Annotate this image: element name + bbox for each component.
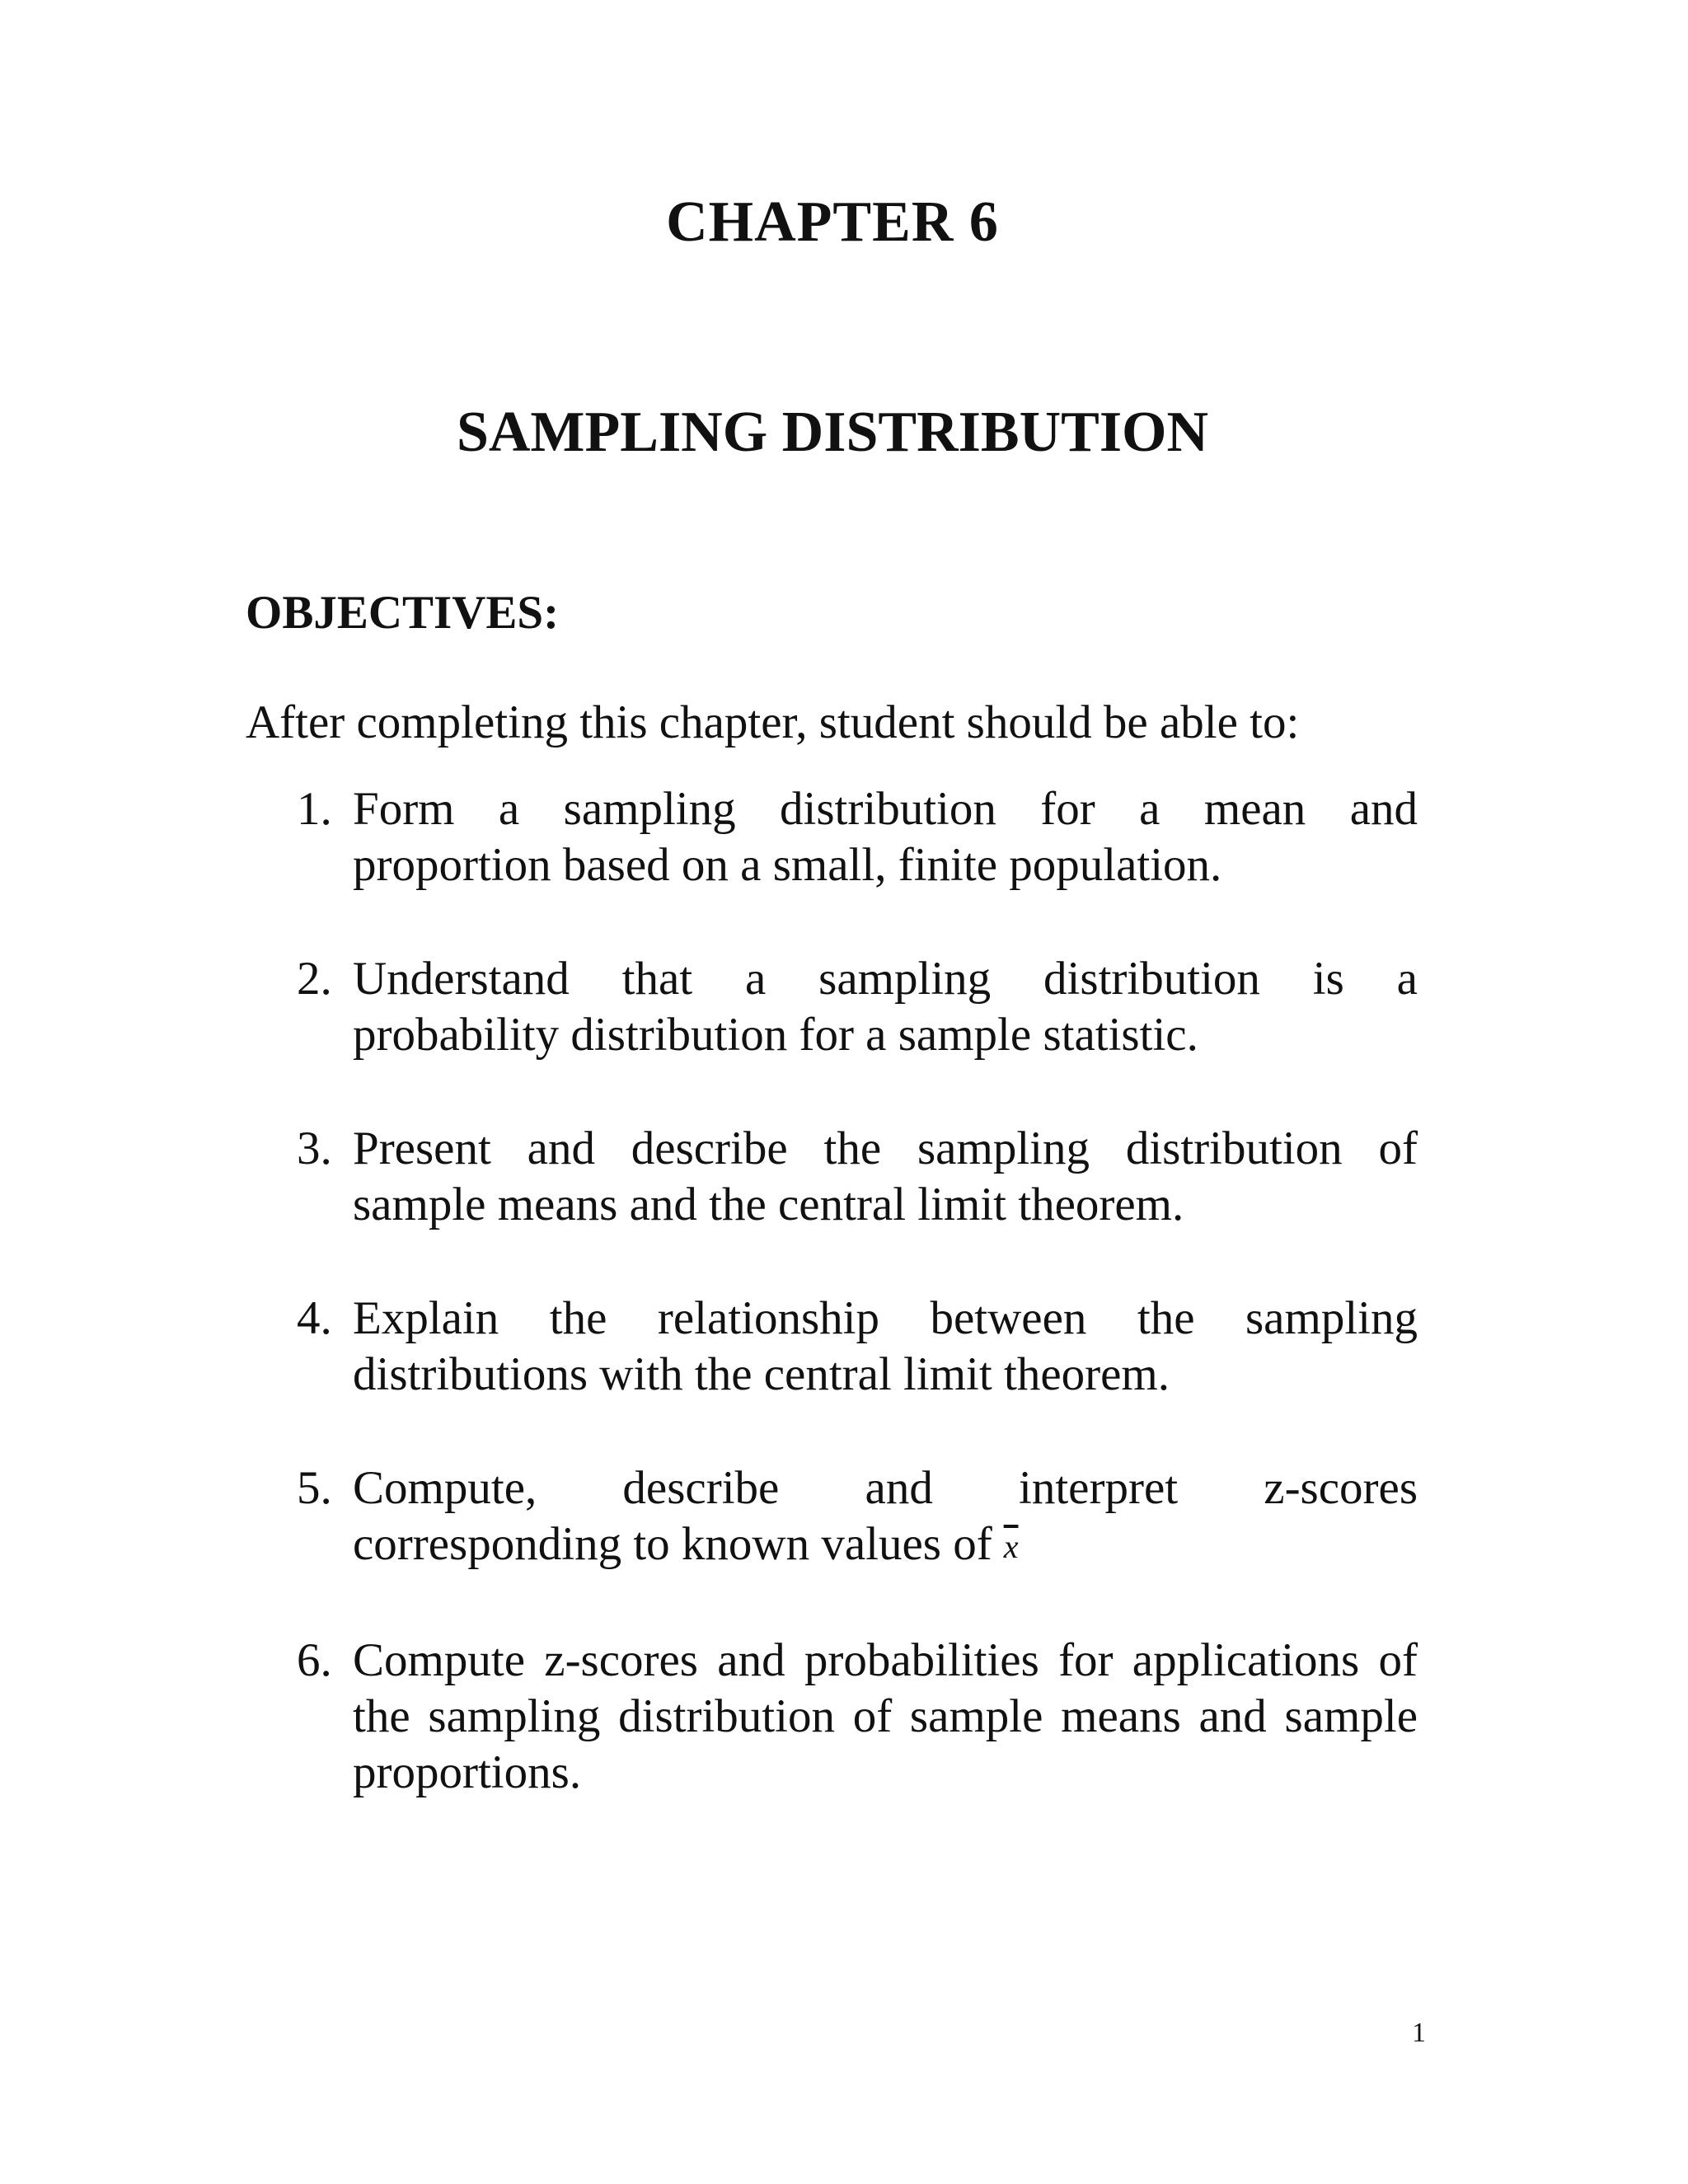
objectives-list	[297, 781, 1418, 1858]
objective-item-2	[297, 951, 1418, 1063]
objective-item-1	[297, 781, 1418, 893]
objective-text-line: Understand that a sampling distribution is a	[353, 953, 1418, 1005]
objective-number: 5.	[297, 1462, 332, 1514]
x-bar-symbol: $\overline{x}$	[1003, 1528, 1019, 1565]
objective-text-line: proportion based on a small, finite population.	[353, 839, 1222, 891]
objective-text-line: Present and describe the sampling distribution of	[353, 1122, 1418, 1174]
objective-number: 1.	[297, 783, 332, 835]
objectives-intro: After completing this chapter, student should be able to:	[246, 696, 1300, 748]
objective-item-4	[297, 1291, 1418, 1403]
objective-text-line: proportions.	[353, 1746, 582, 1798]
objective-text-line: Compute z-scores and probabilities for applications of	[353, 1634, 1418, 1686]
objective-item-3	[297, 1121, 1418, 1233]
chapter-title: CHAPTER 6	[666, 190, 999, 254]
objective-text-line: corresponding to known values of	[353, 1518, 992, 1570]
objective-text-line: Form a sampling distribution for a mean and	[353, 783, 1418, 835]
objective-text-line: the sampling distribution of sample means and sample	[353, 1690, 1418, 1742]
objective-item-5	[297, 1460, 1418, 1575]
objective-number: 6.	[297, 1634, 332, 1686]
objective-number: 3.	[297, 1122, 332, 1174]
objective-text-line: distributions with the central limit theorem.	[353, 1348, 1170, 1400]
objective-text-line: Compute, describe and interpret z-scores	[353, 1462, 1418, 1514]
objective-number: 2.	[297, 953, 332, 1005]
chapter-subtitle: SAMPLING DISTRIBUTION	[456, 401, 1209, 464]
page-number: 1	[1412, 2018, 1426, 2048]
objective-text-line: Explain the relationship between the sampling	[353, 1292, 1418, 1344]
objective-item-6	[297, 1633, 1418, 1801]
objective-text-line: probability distribution for a sample statistic.	[353, 1009, 1198, 1061]
objectives-heading: OBJECTIVES:	[246, 587, 560, 639]
objective-number: 4.	[297, 1292, 332, 1344]
objective-text-line: sample means and the central limit theorem.	[353, 1179, 1184, 1230]
